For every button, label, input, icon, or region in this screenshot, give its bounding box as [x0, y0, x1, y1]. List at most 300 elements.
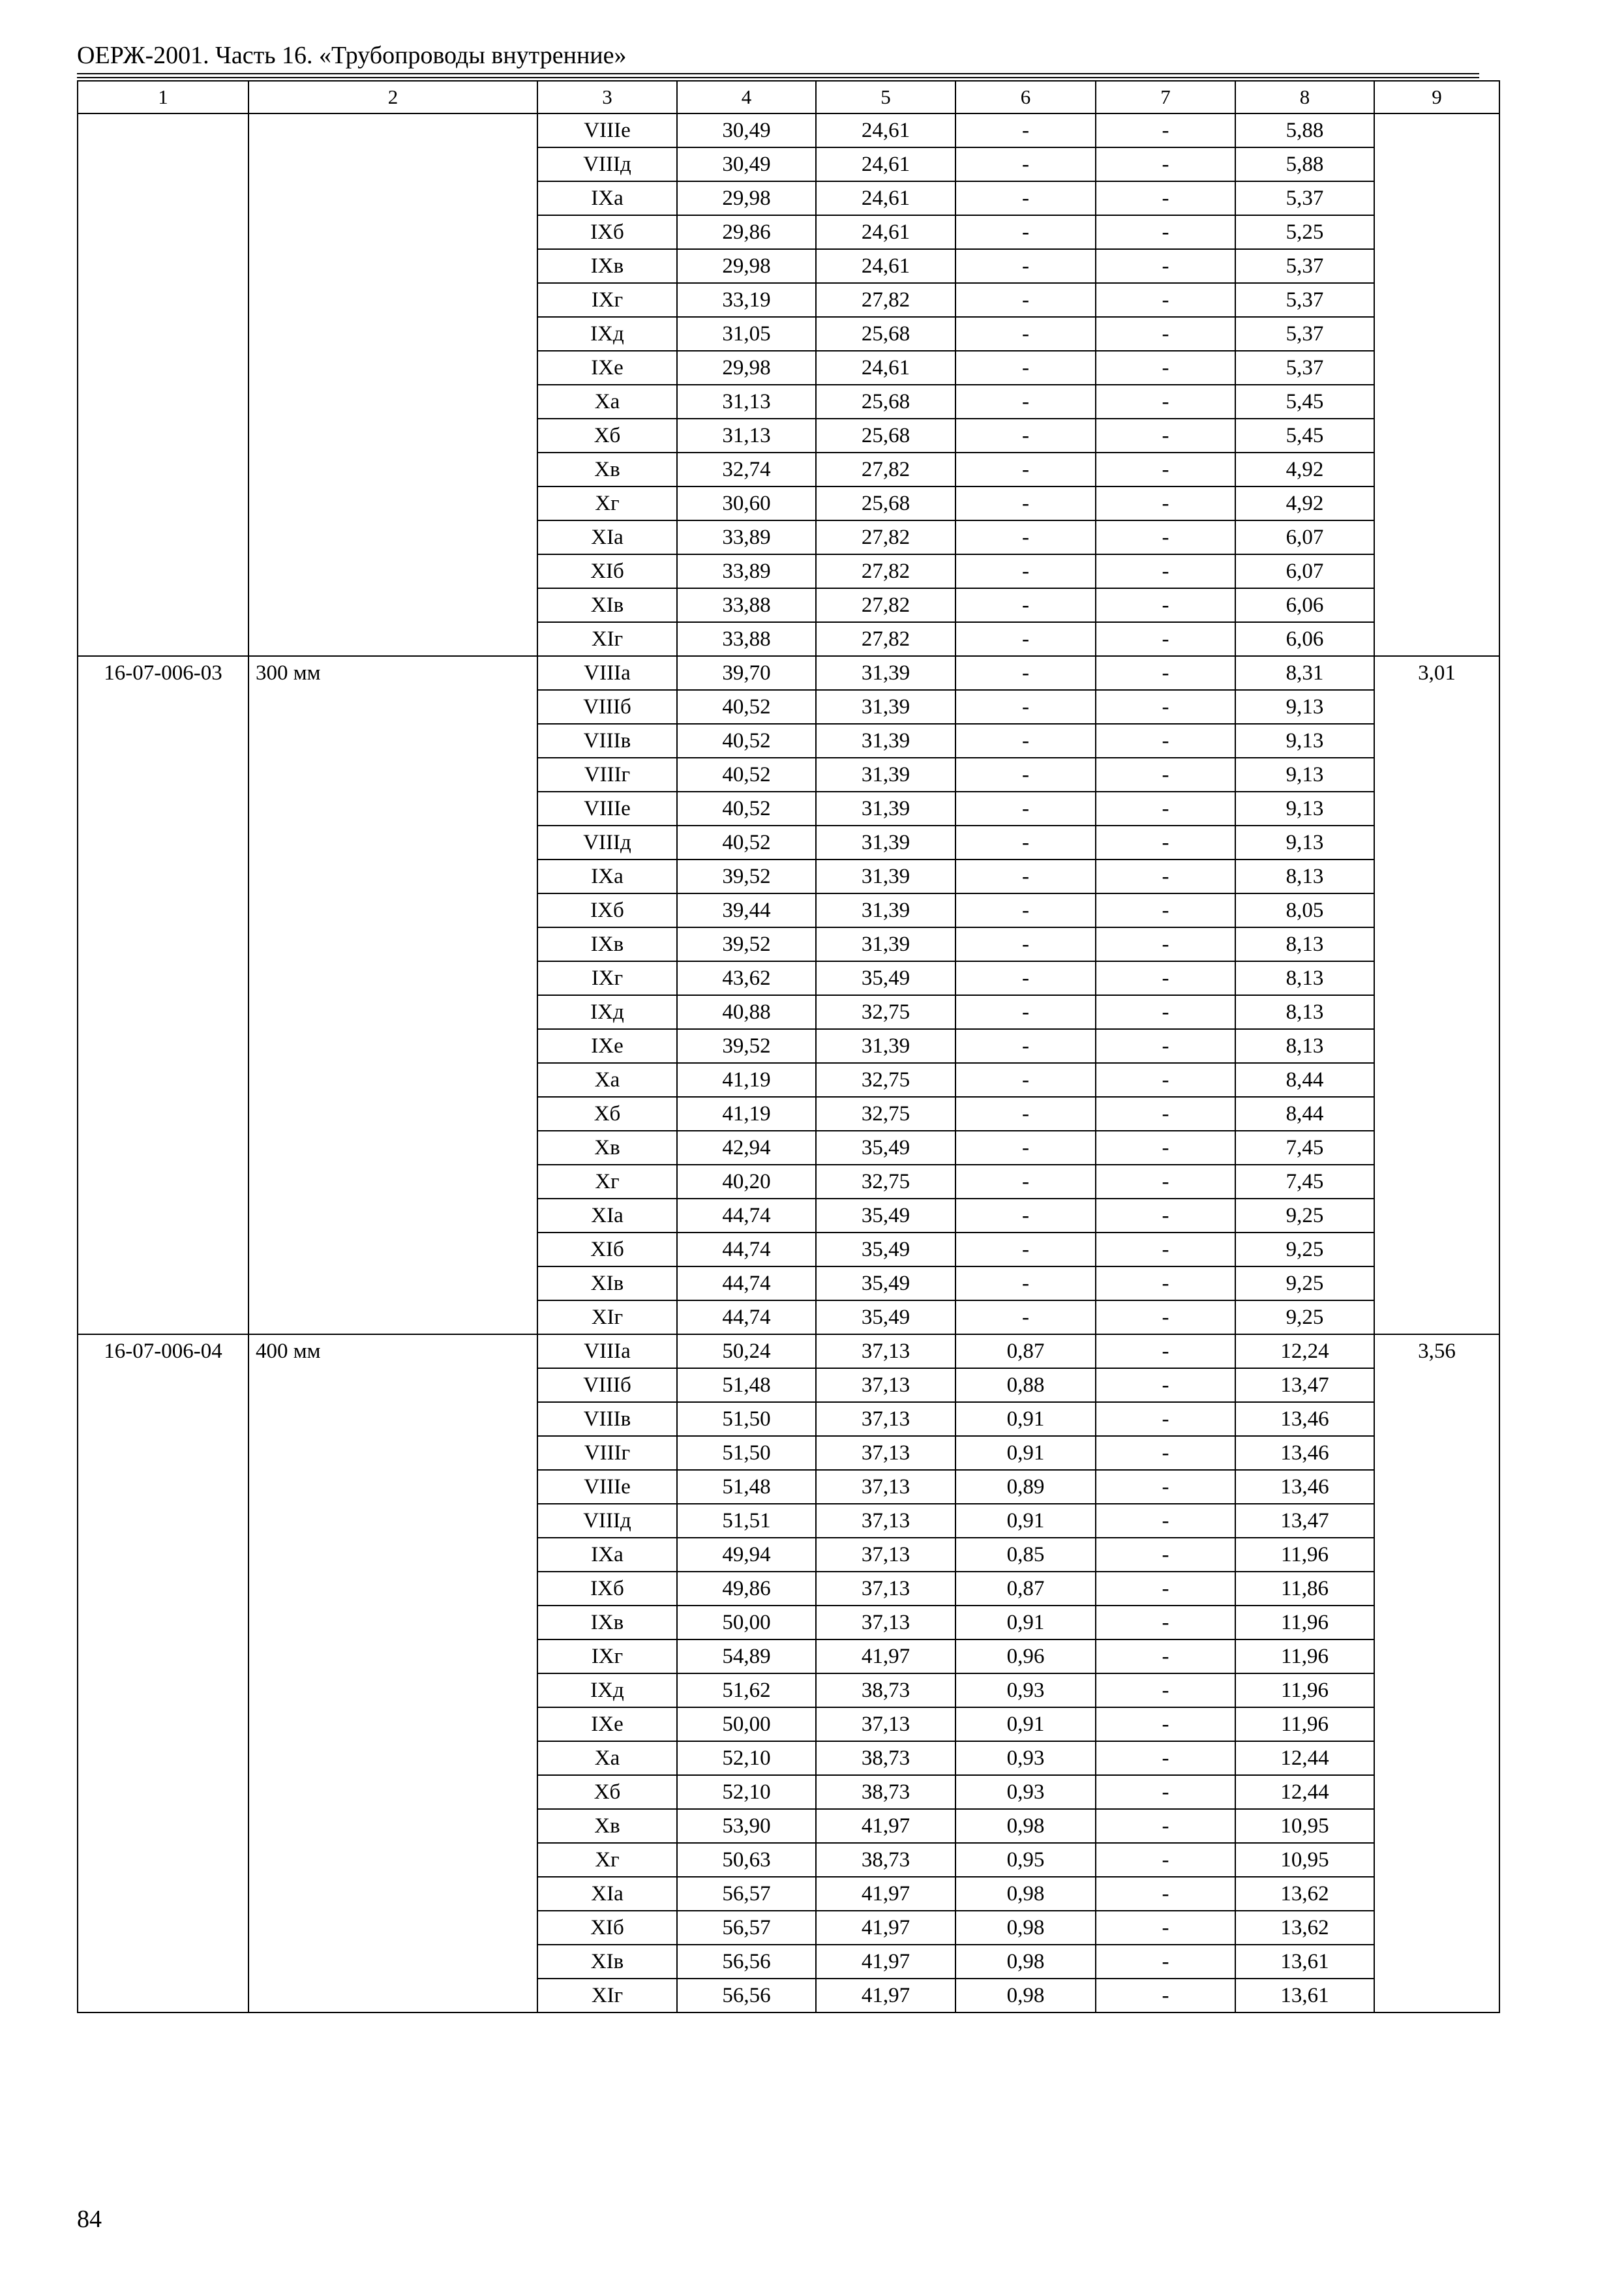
table-cell-col4: 30,49 — [677, 113, 816, 147]
table-cell-col8: 4,92 — [1235, 486, 1374, 520]
table-cell-col4: 50,24 — [677, 1334, 816, 1368]
table-cell-col7: - — [1096, 215, 1235, 249]
table-cell-col7: - — [1096, 385, 1235, 419]
table-cell-col4: 41,19 — [677, 1097, 816, 1131]
table-cell-col4: 41,19 — [677, 1063, 816, 1097]
table-cell-col6: - — [955, 1300, 1096, 1334]
table-cell-col7: - — [1096, 283, 1235, 317]
table-cell-col3: IXа — [537, 860, 677, 893]
table-cell-col5: 27,82 — [816, 283, 955, 317]
table-cell-col6: 0,85 — [955, 1538, 1096, 1572]
table-cell-col7: - — [1096, 1979, 1235, 2012]
table-cell-col3: VIIIд — [537, 826, 677, 860]
table-cell-col5: 41,97 — [816, 1945, 955, 1979]
table-cell-col6: - — [955, 1063, 1096, 1097]
table-cell-col7: - — [1096, 147, 1235, 181]
table-cell-col6: 0,98 — [955, 1945, 1096, 1979]
table-cell-col5: 38,73 — [816, 1775, 955, 1809]
table-cell-col7: - — [1096, 1945, 1235, 1979]
table-cell-col8: 11,96 — [1235, 1639, 1374, 1673]
rate-name-cell — [248, 113, 537, 656]
table-cell-col5: 37,13 — [816, 1572, 955, 1606]
table-cell-col6: 0,91 — [955, 1606, 1096, 1639]
table-cell-col3: VIIIд — [537, 147, 677, 181]
table-cell-col7: - — [1096, 1097, 1235, 1131]
table-cell-col4: 40,52 — [677, 690, 816, 724]
table-cell-col3: XIв — [537, 1266, 677, 1300]
rate-name-cell: 400 мм — [248, 1334, 537, 2012]
header-rule-top — [77, 73, 1479, 74]
table-cell-col3: Xв — [537, 1809, 677, 1843]
rate-code-cell: 16-07-006-03 — [78, 656, 248, 1334]
table-cell-col7: - — [1096, 1470, 1235, 1504]
table-cell-col5: 35,49 — [816, 1266, 955, 1300]
table-cell-col3: Xб — [537, 1775, 677, 1809]
column-number-2: 2 — [248, 81, 537, 113]
table-cell-col4: 53,90 — [677, 1809, 816, 1843]
table-cell-col3: XIг — [537, 1300, 677, 1334]
table-cell-col4: 31,05 — [677, 317, 816, 351]
table-cell-col5: 25,68 — [816, 419, 955, 453]
table-cell-col3: IXа — [537, 181, 677, 215]
table-cell-col4: 44,74 — [677, 1233, 816, 1266]
table-cell-col8: 6,07 — [1235, 554, 1374, 588]
table-cell-col7: - — [1096, 1775, 1235, 1809]
table-cell-col3: IXв — [537, 249, 677, 283]
table-cell-col5: 31,39 — [816, 724, 955, 758]
table-body — [78, 113, 1499, 2012]
table-cell-col3: XIб — [537, 1911, 677, 1945]
table-cell-col7: - — [1096, 1233, 1235, 1266]
column-number-9: 9 — [1374, 81, 1499, 113]
column-number-4: 4 — [677, 81, 816, 113]
table-cell-col3: XIг — [537, 1979, 677, 2012]
table-cell-col8: 5,37 — [1235, 249, 1374, 283]
table-cell-col3: IXб — [537, 215, 677, 249]
table-cell-col8: 13,46 — [1235, 1470, 1374, 1504]
table-cell-col4: 33,19 — [677, 283, 816, 317]
table-cell-col4: 32,74 — [677, 453, 816, 486]
table-cell-col7: - — [1096, 1131, 1235, 1165]
table-cell-col5: 41,97 — [816, 1809, 955, 1843]
table-cell-col7: - — [1096, 927, 1235, 961]
table-cell-col5: 27,82 — [816, 588, 955, 622]
table-cell-col3: VIIIе — [537, 113, 677, 147]
rate-code-cell — [78, 113, 248, 656]
table-cell-col5: 37,13 — [816, 1436, 955, 1470]
table-cell-col8: 6,06 — [1235, 622, 1374, 656]
table-cell-col7: - — [1096, 486, 1235, 520]
table-cell-col4: 31,13 — [677, 419, 816, 453]
table-cell-col8: 13,61 — [1235, 1945, 1374, 1979]
table-cell-col5: 41,97 — [816, 1639, 955, 1673]
table-cell-col5: 32,75 — [816, 995, 955, 1029]
table-cell-col8: 13,62 — [1235, 1877, 1374, 1911]
table-cell-col6: - — [955, 1199, 1096, 1233]
table-cell-col3: XIв — [537, 1945, 677, 1979]
table-cell-col5: 27,82 — [816, 554, 955, 588]
table-cell-col8: 5,37 — [1235, 317, 1374, 351]
table-cell-col5: 37,13 — [816, 1334, 955, 1368]
table-cell-col7: - — [1096, 588, 1235, 622]
table-cell-col6: - — [955, 1131, 1096, 1165]
table-cell-col6: - — [955, 961, 1096, 995]
col9-value-cell — [1374, 113, 1499, 656]
table-cell-col5: 31,39 — [816, 927, 955, 961]
table-cell-col6: - — [955, 1029, 1096, 1063]
table-cell-col6: 0,91 — [955, 1707, 1096, 1741]
table-cell-col8: 5,25 — [1235, 215, 1374, 249]
table-cell-col7: - — [1096, 1504, 1235, 1538]
table-cell-col8: 6,07 — [1235, 520, 1374, 554]
table-cell-col7: - — [1096, 554, 1235, 588]
column-number-8: 8 — [1235, 81, 1374, 113]
table-cell-col8: 13,47 — [1235, 1504, 1374, 1538]
table-cell-col6: - — [955, 1266, 1096, 1300]
table-cell-col7: - — [1096, 249, 1235, 283]
table-cell-col8: 12,44 — [1235, 1741, 1374, 1775]
table-cell-col8: 10,95 — [1235, 1843, 1374, 1877]
table-cell-col8: 12,24 — [1235, 1334, 1374, 1368]
table-cell-col3: XIа — [537, 1199, 677, 1233]
table-cell-col8: 8,05 — [1235, 893, 1374, 927]
table-cell-col6: - — [955, 351, 1096, 385]
table-cell-col6: 0,93 — [955, 1673, 1096, 1707]
table-cell-col5: 32,75 — [816, 1097, 955, 1131]
table-cell-col3: IXд — [537, 1673, 677, 1707]
table-cell-col6: - — [955, 826, 1096, 860]
table-cell-col5: 24,61 — [816, 113, 955, 147]
table-cell-col6: - — [955, 656, 1096, 690]
table-cell-col4: 51,50 — [677, 1402, 816, 1436]
table-cell-col6: 0,98 — [955, 1911, 1096, 1945]
table-cell-col7: - — [1096, 1741, 1235, 1775]
table-cell-col6: 0,87 — [955, 1334, 1096, 1368]
table-cell-col6: - — [955, 453, 1096, 486]
table-cell-col3: Xб — [537, 419, 677, 453]
table-row — [78, 113, 1499, 147]
table-cell-col6: 0,93 — [955, 1775, 1096, 1809]
table-cell-col6: 0,95 — [955, 1843, 1096, 1877]
header-rule-bottom — [77, 77, 1479, 78]
table-cell-col7: - — [1096, 1843, 1235, 1877]
table-cell-col5: 37,13 — [816, 1707, 955, 1741]
table-cell-col5: 37,13 — [816, 1368, 955, 1402]
table-cell-col3: XIг — [537, 622, 677, 656]
table-cell-col3: VIIIб — [537, 690, 677, 724]
table-cell-col3: VIIIа — [537, 656, 677, 690]
table-cell-col6: - — [955, 893, 1096, 927]
table-cell-col4: 50,63 — [677, 1843, 816, 1877]
table-cell-col7: - — [1096, 113, 1235, 147]
table-cell-col4: 33,88 — [677, 622, 816, 656]
table-cell-col8: 5,37 — [1235, 351, 1374, 385]
column-number-5: 5 — [816, 81, 955, 113]
table-cell-col4: 50,00 — [677, 1606, 816, 1639]
table-cell-col7: - — [1096, 1063, 1235, 1097]
rate-code-cell: 16-07-006-04 — [78, 1334, 248, 2012]
table-cell-col8: 13,47 — [1235, 1368, 1374, 1402]
table-cell-col3: IXе — [537, 1707, 677, 1741]
table-cell-col5: 32,75 — [816, 1165, 955, 1199]
table-cell-col7: - — [1096, 1436, 1235, 1470]
table-cell-col4: 44,74 — [677, 1300, 816, 1334]
table-cell-col7: - — [1096, 1572, 1235, 1606]
table-cell-col4: 40,52 — [677, 758, 816, 792]
table-cell-col7: - — [1096, 1165, 1235, 1199]
rate-name-cell: 300 мм — [248, 656, 537, 1334]
table-cell-col5: 25,68 — [816, 486, 955, 520]
table-cell-col3: IXб — [537, 1572, 677, 1606]
table-cell-col5: 24,61 — [816, 215, 955, 249]
table-cell-col4: 39,44 — [677, 893, 816, 927]
table-cell-col6: - — [955, 181, 1096, 215]
table-cell-col6: 0,98 — [955, 1877, 1096, 1911]
table-cell-col6: - — [955, 927, 1096, 961]
table-cell-col8: 5,88 — [1235, 113, 1374, 147]
table-cell-col3: VIIIв — [537, 724, 677, 758]
table-cell-col8: 6,06 — [1235, 588, 1374, 622]
table-cell-col7: - — [1096, 1809, 1235, 1843]
col9-value-cell: 3,01 — [1374, 656, 1499, 1334]
table-cell-col4: 29,98 — [677, 351, 816, 385]
table-cell-col4: 31,13 — [677, 385, 816, 419]
table-cell-col3: Xа — [537, 385, 677, 419]
table-cell-col3: IXг — [537, 1639, 677, 1673]
table-cell-col8: 5,45 — [1235, 385, 1374, 419]
table-cell-col5: 41,97 — [816, 1979, 955, 2012]
table-cell-col3: Xв — [537, 453, 677, 486]
table-cell-col4: 42,94 — [677, 1131, 816, 1165]
table-cell-col4: 56,57 — [677, 1911, 816, 1945]
table-cell-col5: 27,82 — [816, 453, 955, 486]
table-cell-col6: - — [955, 215, 1096, 249]
table-cell-col4: 51,51 — [677, 1504, 816, 1538]
table-cell-col8: 5,88 — [1235, 147, 1374, 181]
table-cell-col8: 10,95 — [1235, 1809, 1374, 1843]
table-cell-col4: 40,20 — [677, 1165, 816, 1199]
table-cell-col7: - — [1096, 1606, 1235, 1639]
table-cell-col5: 35,49 — [816, 1233, 955, 1266]
table-cell-col3: IXд — [537, 317, 677, 351]
table-cell-col6: - — [955, 486, 1096, 520]
table-cell-col3: Xа — [537, 1063, 677, 1097]
table-cell-col5: 25,68 — [816, 385, 955, 419]
table-cell-col6: 0,91 — [955, 1436, 1096, 1470]
table-row — [78, 656, 1499, 690]
table-cell-col3: XIб — [537, 554, 677, 588]
table-cell-col5: 31,39 — [816, 826, 955, 860]
table-cell-col3: VIIIе — [537, 1470, 677, 1504]
table-cell-col7: - — [1096, 181, 1235, 215]
table-cell-col4: 44,74 — [677, 1266, 816, 1300]
table-cell-col5: 35,49 — [816, 961, 955, 995]
table-cell-col4: 29,98 — [677, 181, 816, 215]
table-cell-col4: 44,74 — [677, 1199, 816, 1233]
table-cell-col6: - — [955, 995, 1096, 1029]
table-cell-col4: 52,10 — [677, 1741, 816, 1775]
table-cell-col8: 5,37 — [1235, 181, 1374, 215]
table-cell-col8: 9,25 — [1235, 1233, 1374, 1266]
table-cell-col4: 29,98 — [677, 249, 816, 283]
table-cell-col5: 31,39 — [816, 758, 955, 792]
table-cell-col7: - — [1096, 995, 1235, 1029]
table-cell-col5: 24,61 — [816, 351, 955, 385]
table-cell-col5: 38,73 — [816, 1843, 955, 1877]
table-cell-col6: - — [955, 147, 1096, 181]
table-cell-col7: - — [1096, 1029, 1235, 1063]
table-cell-col6: - — [955, 792, 1096, 826]
table-cell-col4: 40,52 — [677, 826, 816, 860]
table-cell-col4: 51,62 — [677, 1673, 816, 1707]
table-cell-col3: IXг — [537, 961, 677, 995]
table-cell-col7: - — [1096, 351, 1235, 385]
table-cell-col7: - — [1096, 1639, 1235, 1673]
table-cell-col7: - — [1096, 1877, 1235, 1911]
table-cell-col3: IXе — [537, 1029, 677, 1063]
page-header-title: ОЕРЖ-2001. Часть 16. «Трубопроводы внутренние» — [77, 42, 627, 69]
table-cell-col8: 7,45 — [1235, 1131, 1374, 1165]
table-cell-col5: 31,39 — [816, 860, 955, 893]
table-cell-col6: - — [955, 520, 1096, 554]
table-cell-col6: - — [955, 385, 1096, 419]
table-cell-col7: - — [1096, 1300, 1235, 1334]
table-cell-col6: - — [955, 419, 1096, 453]
table-cell-col4: 39,52 — [677, 927, 816, 961]
table-cell-col3: VIIIа — [537, 1334, 677, 1368]
table-cell-col3: IXб — [537, 893, 677, 927]
table-cell-col4: 49,86 — [677, 1572, 816, 1606]
table-cell-col8: 4,92 — [1235, 453, 1374, 486]
table-cell-col4: 43,62 — [677, 961, 816, 995]
table-cell-col8: 5,37 — [1235, 283, 1374, 317]
table-cell-col3: VIIIд — [537, 1504, 677, 1538]
table-cell-col6: - — [955, 724, 1096, 758]
table-cell-col7: - — [1096, 792, 1235, 826]
table-cell-col3: IXд — [537, 995, 677, 1029]
col9-value-cell: 3,56 — [1374, 1334, 1499, 2012]
table-cell-col8: 13,46 — [1235, 1436, 1374, 1470]
table-cell-col7: - — [1096, 1402, 1235, 1436]
table-cell-col8: 9,25 — [1235, 1199, 1374, 1233]
table-cell-col6: - — [955, 249, 1096, 283]
table-cell-col3: XIв — [537, 588, 677, 622]
table-cell-col4: 29,86 — [677, 215, 816, 249]
table-cell-col3: XIа — [537, 1877, 677, 1911]
table-cell-col6: - — [955, 317, 1096, 351]
table-cell-col4: 39,52 — [677, 860, 816, 893]
table-cell-col5: 37,13 — [816, 1606, 955, 1639]
table-cell-col6: - — [955, 588, 1096, 622]
table-cell-col5: 24,61 — [816, 249, 955, 283]
table-cell-col7: - — [1096, 453, 1235, 486]
page-number: 84 — [77, 2206, 102, 2233]
table-cell-col8: 9,13 — [1235, 690, 1374, 724]
table-cell-col3: VIIIв — [537, 1402, 677, 1436]
table-cell-col3: VIIIе — [537, 792, 677, 826]
table-cell-col7: - — [1096, 1707, 1235, 1741]
table-cell-col7: - — [1096, 1673, 1235, 1707]
table-cell-col4: 56,56 — [677, 1945, 816, 1979]
table-cell-col3: IXв — [537, 927, 677, 961]
table-cell-col8: 8,44 — [1235, 1097, 1374, 1131]
table-cell-col4: 39,70 — [677, 656, 816, 690]
table-cell-col6: - — [955, 690, 1096, 724]
column-number-7: 7 — [1096, 81, 1235, 113]
table-cell-col7: - — [1096, 1199, 1235, 1233]
table-cell-col5: 25,68 — [816, 317, 955, 351]
table-cell-col5: 35,49 — [816, 1199, 955, 1233]
column-number-6: 6 — [955, 81, 1096, 113]
table-cell-col6: - — [955, 622, 1096, 656]
table-cell-col8: 11,96 — [1235, 1673, 1374, 1707]
table-cell-col7: - — [1096, 1911, 1235, 1945]
table-cell-col7: - — [1096, 893, 1235, 927]
table-cell-col8: 9,25 — [1235, 1266, 1374, 1300]
table-cell-col5: 31,39 — [816, 893, 955, 927]
table-cell-col5: 31,39 — [816, 1029, 955, 1063]
table-cell-col7: - — [1096, 419, 1235, 453]
table-cell-col3: XIа — [537, 520, 677, 554]
table-cell-col7: - — [1096, 656, 1235, 690]
table-cell-col4: 51,50 — [677, 1436, 816, 1470]
table-cell-col7: - — [1096, 860, 1235, 893]
table-cell-col7: - — [1096, 724, 1235, 758]
table-cell-col3: VIIIб — [537, 1368, 677, 1402]
table-cell-col6: 0,88 — [955, 1368, 1096, 1402]
rates-table — [77, 80, 1500, 2013]
table-cell-col5: 24,61 — [816, 181, 955, 215]
table-cell-col7: - — [1096, 317, 1235, 351]
table-cell-col8: 7,45 — [1235, 1165, 1374, 1199]
table-cell-col5: 37,13 — [816, 1402, 955, 1436]
table-cell-col8: 8,13 — [1235, 927, 1374, 961]
table-cell-col6: 0,98 — [955, 1979, 1096, 2012]
table-cell-col3: IXв — [537, 1606, 677, 1639]
table-cell-col4: 56,56 — [677, 1979, 816, 2012]
table-cell-col3: Xг — [537, 486, 677, 520]
table-cell-col8: 13,61 — [1235, 1979, 1374, 2012]
table-cell-col3: VIIIг — [537, 1436, 677, 1470]
table-cell-col8: 9,25 — [1235, 1300, 1374, 1334]
table-cell-col3: Xв — [537, 1131, 677, 1165]
table-cell-col6: 0,93 — [955, 1741, 1096, 1775]
table-cell-col5: 41,97 — [816, 1877, 955, 1911]
table-cell-col6: - — [955, 1165, 1096, 1199]
table-cell-col7: - — [1096, 1368, 1235, 1402]
table-cell-col4: 30,60 — [677, 486, 816, 520]
table-cell-col6: 0,96 — [955, 1639, 1096, 1673]
table-cell-col3: Xг — [537, 1165, 677, 1199]
table-cell-col4: 33,89 — [677, 520, 816, 554]
table-cell-col6: 0,98 — [955, 1809, 1096, 1843]
table-cell-col7: - — [1096, 961, 1235, 995]
table-cell-col5: 37,13 — [816, 1504, 955, 1538]
table-cell-col5: 41,97 — [816, 1911, 955, 1945]
table-cell-col5: 31,39 — [816, 656, 955, 690]
table-cell-col8: 8,44 — [1235, 1063, 1374, 1097]
table-cell-col3: IXг — [537, 283, 677, 317]
table-cell-col6: 0,87 — [955, 1572, 1096, 1606]
table-cell-col5: 35,49 — [816, 1131, 955, 1165]
table-cell-col5: 31,39 — [816, 792, 955, 826]
table-cell-col6: - — [955, 554, 1096, 588]
table-cell-col5: 38,73 — [816, 1673, 955, 1707]
table-cell-col4: 54,89 — [677, 1639, 816, 1673]
table-cell-col8: 11,96 — [1235, 1538, 1374, 1572]
table-cell-col3: VIIIг — [537, 758, 677, 792]
table-cell-col6: - — [955, 1233, 1096, 1266]
